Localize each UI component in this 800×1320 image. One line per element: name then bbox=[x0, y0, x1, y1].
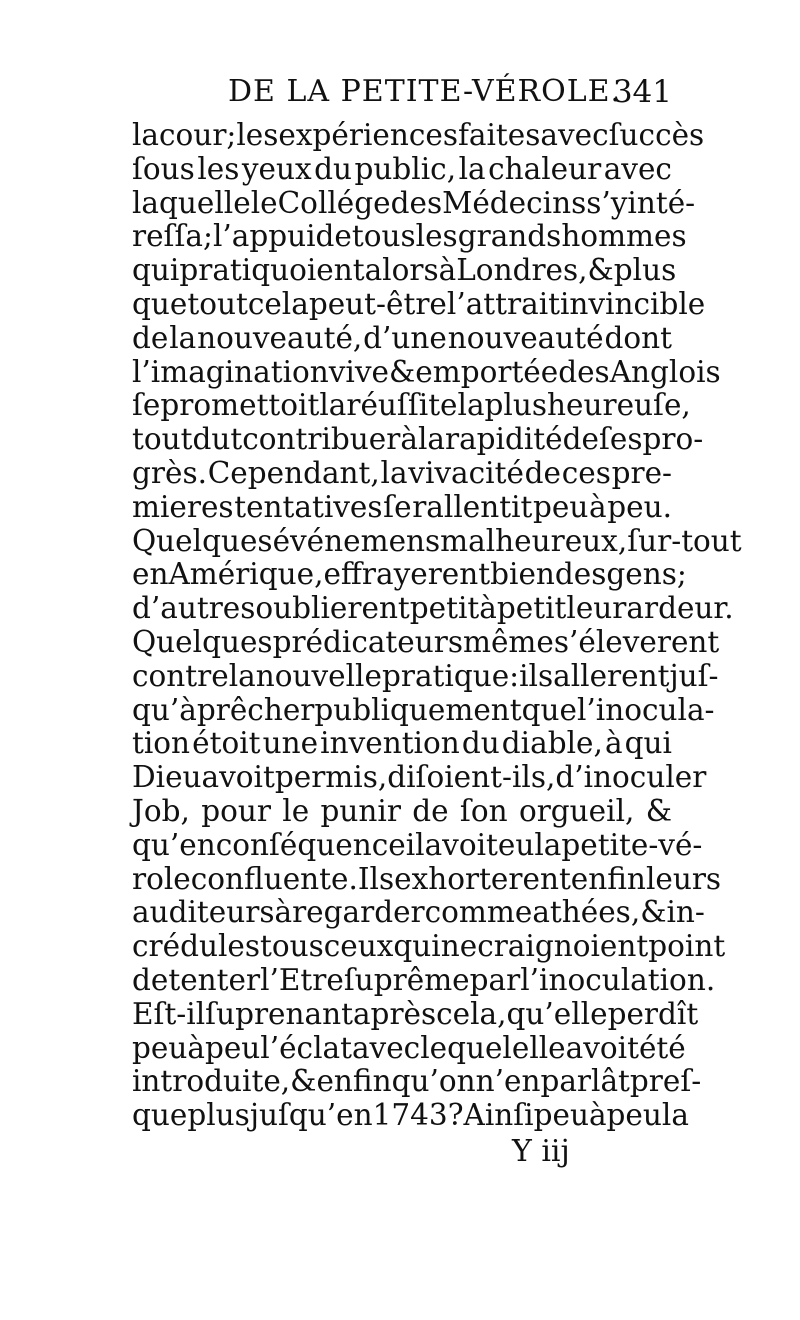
text-line: Quelques événemens malheureux, ſur-tout bbox=[132, 523, 742, 558]
text-line: auditeurs à regarder comme athées, & in- bbox=[132, 895, 705, 930]
text-line: Job, pour le punir de ſon orgueil, & bbox=[132, 793, 672, 828]
text-line: que tout cela peut-être l’attrait invincible bbox=[132, 286, 706, 321]
text-line: Eſt-il ſuprenant après cela, qu’elle perdît bbox=[132, 996, 699, 1031]
text-line: laquelle le Collége des Médecins s’y inté- bbox=[132, 185, 696, 220]
text-line: role confluente. Ils exhorterent enfin leurs bbox=[132, 861, 722, 896]
text-line: Dieu avoit permis, diſoient-ils, d’inoculer bbox=[132, 760, 707, 795]
page-header bbox=[132, 74, 672, 114]
text-line: l’imagination vive & emportée des Anglois bbox=[132, 354, 721, 389]
text-line: ſe promettoit la réuſſite la plus heureuſe, bbox=[132, 388, 691, 423]
text-line: que plus juſqu’en 1743 ? Ainſi peu à peu la bbox=[132, 1098, 689, 1133]
text-line: en Amérique, effrayerent bien des gens ; bbox=[132, 557, 687, 592]
text-line: crédules tous ceux qui ne craignoient point bbox=[132, 929, 726, 964]
text-line: reſſa ; l’appui de tous les grands hommes bbox=[132, 219, 687, 254]
text-line: grès. Cependant, la vivacité de ces pre- bbox=[132, 455, 672, 490]
text-line: tion étoit une invention du diable, à qui bbox=[132, 726, 672, 761]
text-line: peu à peu l’éclat avec lequel elle avoit été bbox=[132, 1030, 686, 1065]
text-line: Quelques prédicateurs même s’éleverent bbox=[132, 624, 720, 659]
signature-mark: Y iij bbox=[512, 1134, 570, 1169]
page-number: 341 bbox=[612, 74, 672, 110]
text-line: tout dut contribuer à la rapidité de ſes pro- bbox=[132, 422, 704, 457]
text-line: mieres tentatives ſe rallentit peu à peu. bbox=[132, 489, 672, 524]
body-text bbox=[132, 118, 742, 1133]
text-line: qu’en conſéquence il avoit eu la petite-vé- bbox=[132, 827, 703, 862]
text-line: la cour ; les expériences faites avec ſuccès bbox=[132, 118, 705, 152]
text-line: contre la nouvelle pratique : ils allerent juſ- bbox=[132, 658, 719, 693]
text-line: d’autres oublierent petit à petit leur ardeur. bbox=[132, 591, 734, 626]
text-line: qui pratiquoient alors à Londres, & plus bbox=[132, 253, 677, 288]
text-line: de tenter l’Etre ſuprême par l’inoculation. bbox=[132, 962, 716, 997]
running-head: DE LA PETITE-VÉROLE. bbox=[228, 74, 622, 109]
text-line: ſous les yeux du public, la chaleur avec bbox=[132, 151, 672, 186]
text-line: de la nouveauté, d’une nouveauté dont bbox=[132, 320, 672, 355]
text-line: introduite, & enfin qu’on n’en parlât preſ- bbox=[132, 1064, 702, 1099]
text-line: qu’à prêcher publiquement que l’inocula- bbox=[132, 692, 715, 727]
